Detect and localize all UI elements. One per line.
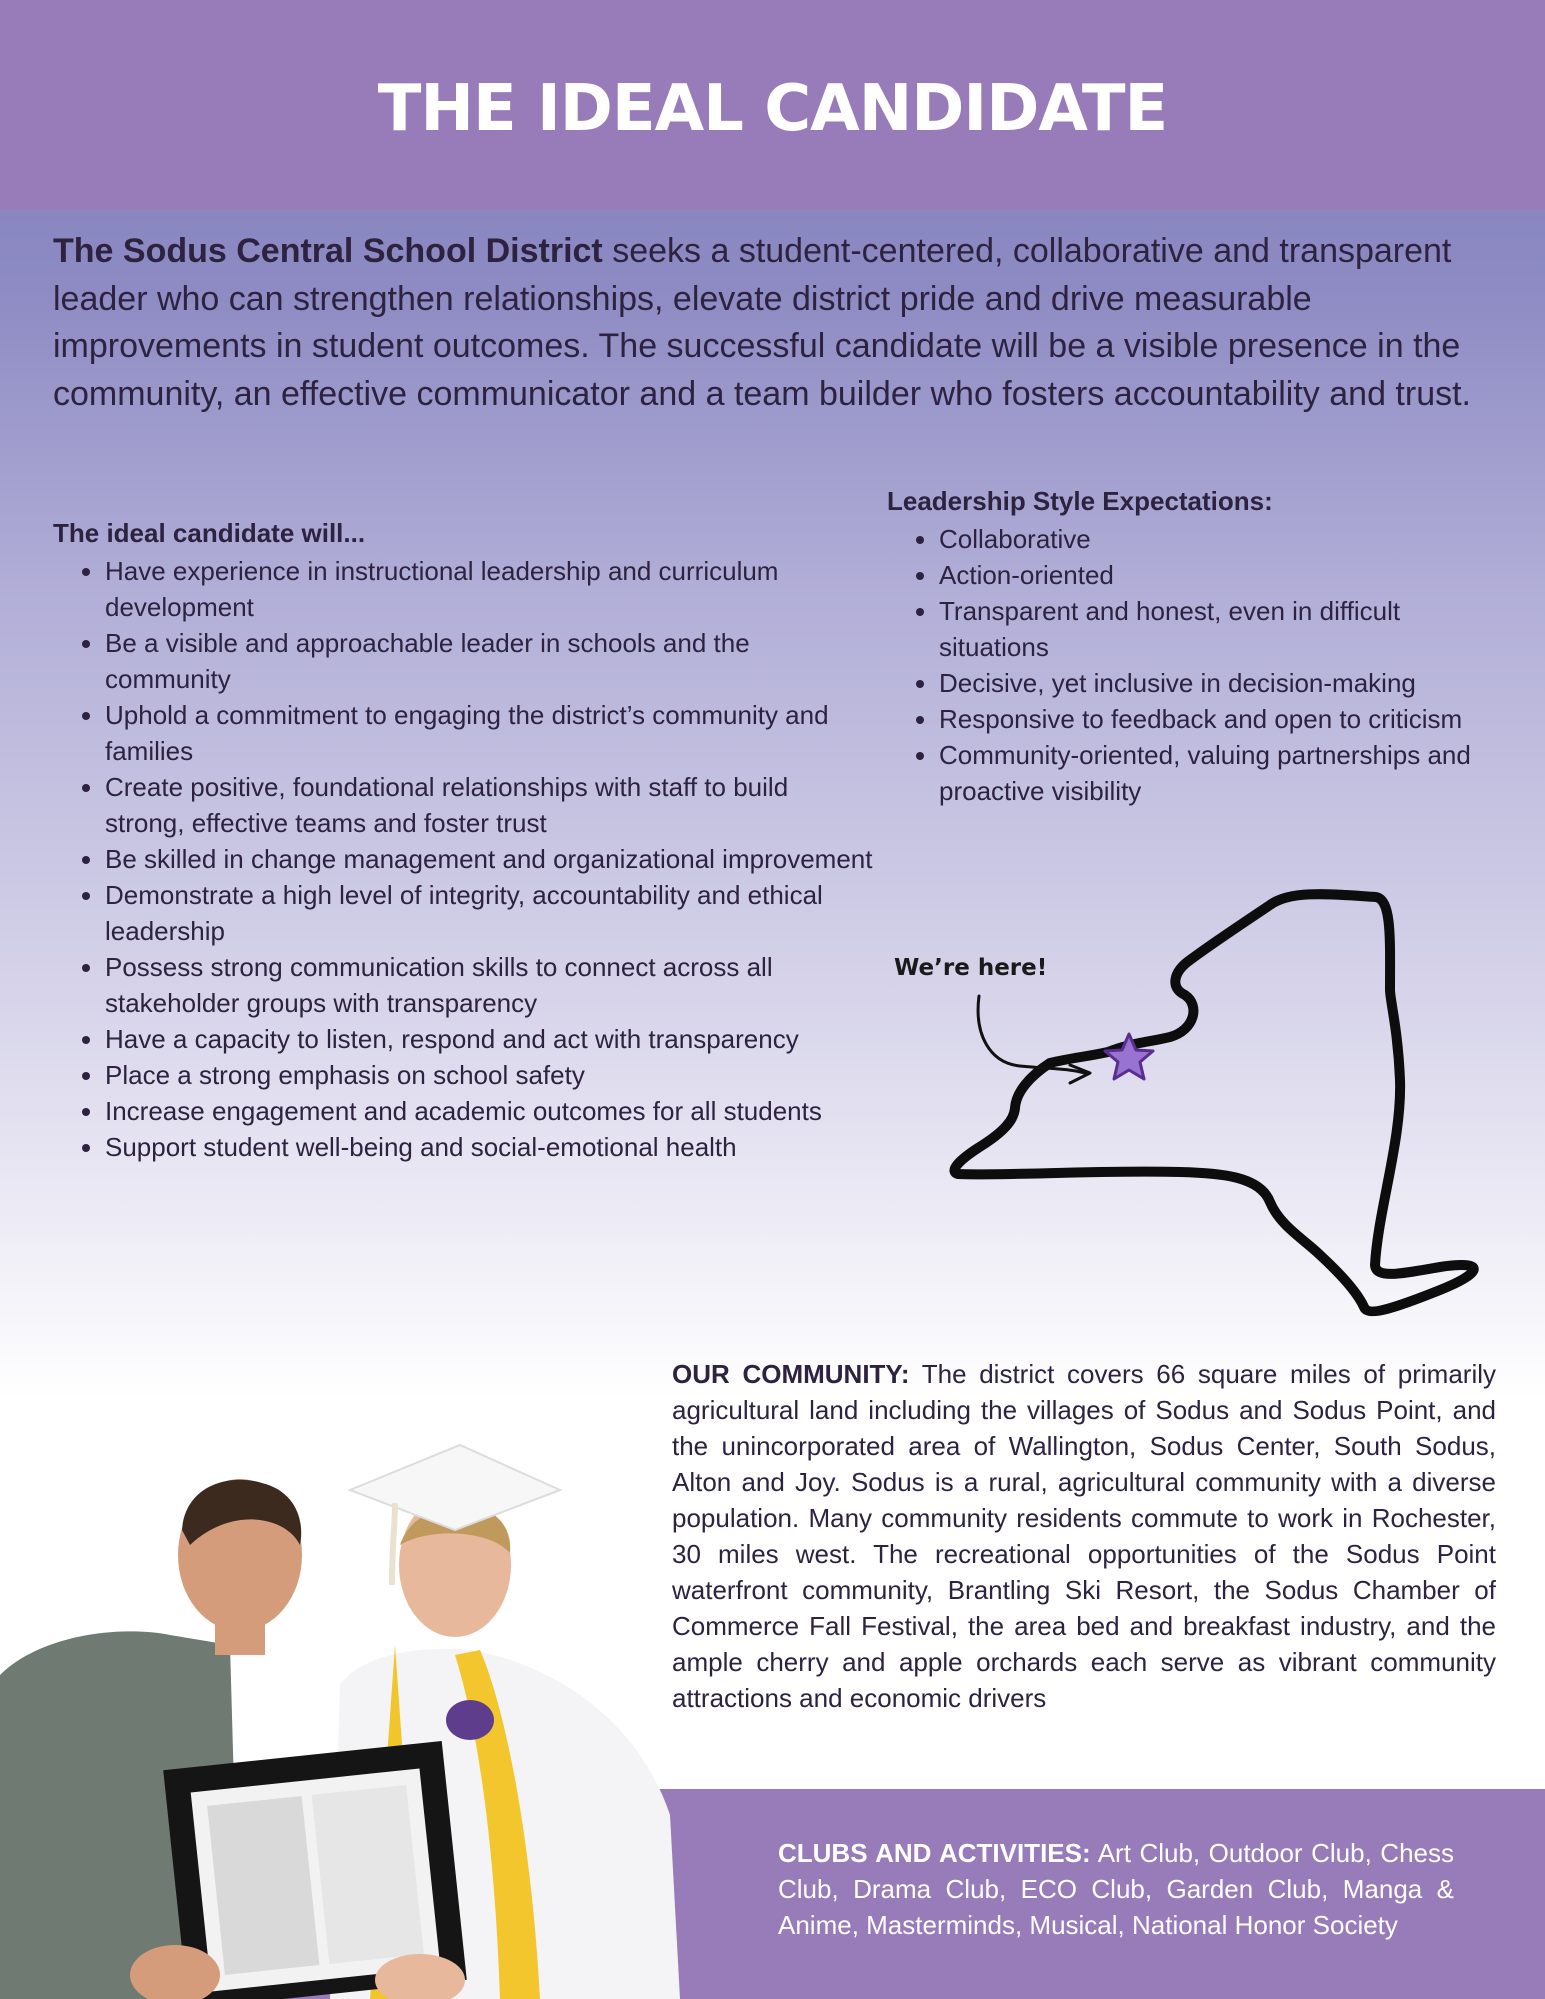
district-name: The Sodus Central School District (53, 232, 603, 270)
list-item: • Increase engagement and academic outcomes for all students (105, 1093, 873, 1129)
list-item: • Have a capacity to listen, respond and act with transparency (105, 1021, 873, 1057)
candidate-qualities-section (53, 518, 873, 1165)
community-text: The district covers 66 square miles of primarily agricultural land including the villages of Sodus and Sodus Point, and the unincorporated area of Wallington, Sodus Center, South Sodus, Alton and Joy. Sodus is a rural, agricultural community with a diverse population. Many community residents commute to work in Rochester, 30 miles west. The recreational opportunities of the Sodus Point waterfront community, Brantling Ski Resort, the Sodus Chamber of Commerce Fall Festival, the area bed and breakfast industry, and the ample cherry and apple orchards each serve as vibrant community attractions and economic drivers (672, 1359, 1497, 1713)
list-item: • Decisive, yet inclusive in decision-making (939, 665, 1497, 701)
list-item: • Responsive to feedback and open to criticism (939, 701, 1497, 737)
list-item: • Have experience in instructional leadership and curriculum development (105, 553, 873, 625)
clubs-paragraph (778, 1835, 1454, 1943)
list-item: • Place a strong emphasis on school safety (105, 1057, 873, 1093)
list-item: • Action-oriented (939, 557, 1497, 593)
list-item: • Uphold a commitment to engaging the district’s community and families (105, 697, 873, 769)
certificate-text-panel (207, 1796, 319, 1975)
leadership-style-section (887, 486, 1497, 809)
intro-text: seeks a student-centered, collaborative and transparent leader who can strengthen relationships, elevate district pride and drive measurable improvements in student outcomes. The successful candidate will be a visible presence in the community, an effective communicator and a team builder who fosters accountability and trust. (53, 232, 1471, 413)
community-paragraph (672, 1356, 1496, 1716)
list-item: • Demonstrate a high level of integrity, accountability and ethical leadership (105, 877, 873, 949)
leadership-style-list (887, 521, 1497, 809)
list-item: • Be skilled in change management and organizational improvement (105, 841, 873, 877)
candidate-qualities-heading: The ideal candidate will... (53, 518, 366, 548)
page-title: THE IDEAL CANDIDATE (377, 72, 1168, 146)
community-heading: OUR COMMUNITY: (672, 1359, 910, 1389)
graduation-cap-icon (350, 1445, 560, 1530)
clubs-text: Art Club, Outdoor Club, Chess Club, Drama Club, ECO Club, Garden Club, Manga & Anime, Masterminds, Musical, National Honor Society (778, 1838, 1454, 1940)
graduation-photo-image (0, 1435, 680, 1999)
cap-tassel (392, 1503, 395, 1585)
state-outline-icon (880, 880, 1500, 1330)
list-item: • Transparent and honest, even in difficult situations (939, 593, 1497, 665)
intro-paragraph (53, 228, 1493, 418)
man-neck (215, 1615, 265, 1655)
list-item: • Create positive, foundational relationships with staff to build strong, effective teams and foster trust (105, 769, 873, 841)
map-label: We’re here! (894, 955, 1048, 981)
list-item: • Be a visible and approachable leader in schools and the community (105, 625, 873, 697)
list-item: • Collaborative (939, 521, 1497, 557)
new-york-state-map (880, 880, 1500, 1330)
clubs-heading: CLUBS AND ACTIVITIES: (778, 1838, 1091, 1868)
list-item: • Possess strong communication skills to connect across all stakeholder groups with transparency (105, 949, 873, 1021)
certificate-blank-panel (312, 1785, 424, 1964)
candidate-qualities-list (53, 553, 873, 1165)
boutonniere (446, 1700, 494, 1740)
leadership-style-heading: Leadership Style Expectations: (887, 486, 1273, 516)
list-item: • Community-oriented, valuing partnerships and proactive visibility (939, 737, 1497, 809)
graduation-photo (0, 1435, 680, 1999)
arrow-head-icon (1070, 1065, 1090, 1083)
list-item: • Support student well-being and social-emotional health (105, 1129, 873, 1165)
